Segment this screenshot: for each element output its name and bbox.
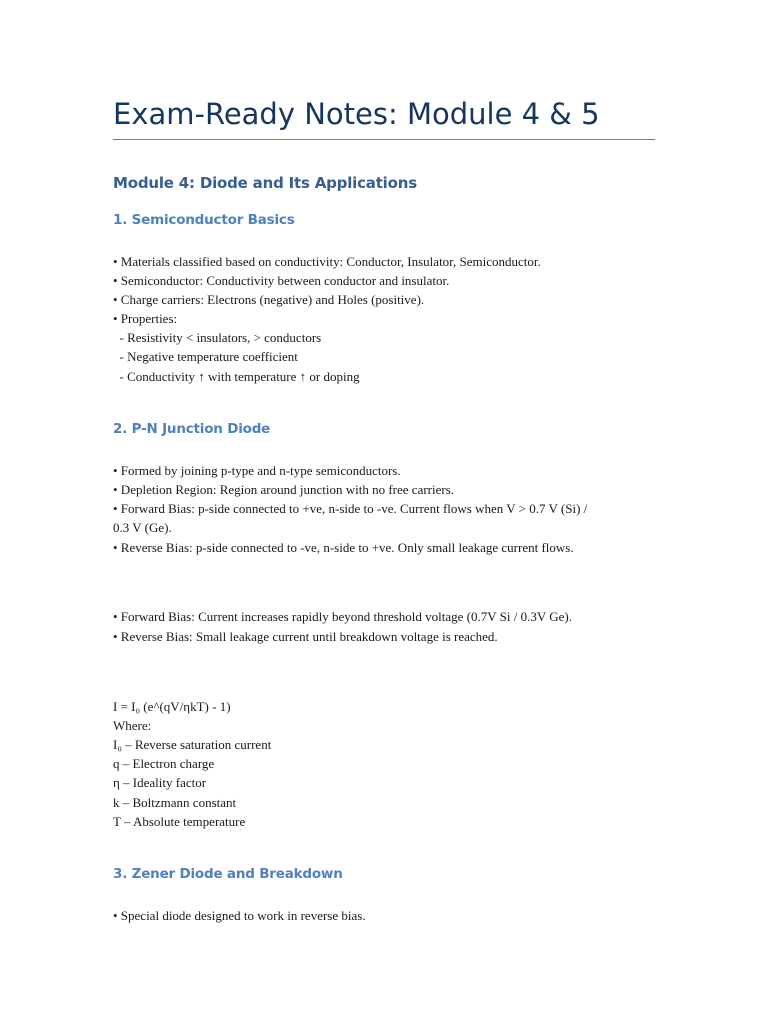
section-2-line: 0.3 V (Ge).: [113, 520, 172, 535]
equation-term: q – Electron charge: [113, 756, 215, 771]
equation-term: k – Boltzmann constant: [113, 795, 237, 810]
vi-characteristics-line: • Forward Bias: Current increases rapidly beyond threshold voltage (0.7V Si / 0.3V Ge).: [113, 609, 572, 624]
equation-where-label: Where:: [113, 718, 152, 733]
section-2-heading: 2. P-N Junction Diode: [113, 421, 271, 437]
section-1-line: • Materials classified based on conductivity: Conductor, Insulator, Semiconductor.: [113, 254, 541, 269]
section-1-line: - Negative temperature coefficient: [113, 349, 298, 364]
section-3-heading: 3. Zener Diode and Breakdown: [113, 866, 343, 882]
section-2-line: • Depletion Region: Region around junction with no free carriers.: [113, 482, 455, 497]
section-1-heading: 1. Semiconductor Basics: [113, 212, 295, 228]
section-1-line: • Properties:: [113, 311, 178, 326]
section-2-line: • Formed by joining p-type and n-type semiconductors.: [113, 463, 401, 478]
vi-characteristics-line: • Reverse Bias: Small leakage current until breakdown voltage is reached.: [113, 629, 498, 644]
section-1-line: - Conductivity ↑ with temperature ↑ or doping: [113, 369, 360, 384]
section-2-line: • Forward Bias: p-side connected to +ve, n-side to -ve. Current flows when V > 0.7 V (Si) /: [113, 501, 588, 516]
equation-term: η – Ideality factor: [113, 775, 207, 790]
module-4-heading: Module 4: Diode and Its Applications: [113, 174, 417, 192]
section-1-line: • Semiconductor: Conductivity between conductor and insulator.: [113, 273, 450, 288]
section-2-line: • Reverse Bias: p-side connected to -ve, n-side to +ve. Only small leakage current flows.: [113, 540, 574, 555]
section-3-line: • Special diode designed to work in reverse bias.: [113, 908, 366, 923]
document-title: Exam-Ready Notes: Module 4 & 5: [113, 97, 600, 131]
section-1-line: • Charge carriers: Electrons (negative) and Holes (positive).: [113, 292, 425, 307]
equation-term: T – Absolute temperature: [113, 814, 246, 829]
diode-equation: I = I₀ (e^(qV/ηkT) - 1): [113, 699, 231, 714]
section-1-line: - Resistivity < insulators, > conductors: [113, 330, 322, 345]
title-underline: [113, 139, 655, 140]
equation-term: I₀ – Reverse saturation current: [113, 737, 272, 752]
